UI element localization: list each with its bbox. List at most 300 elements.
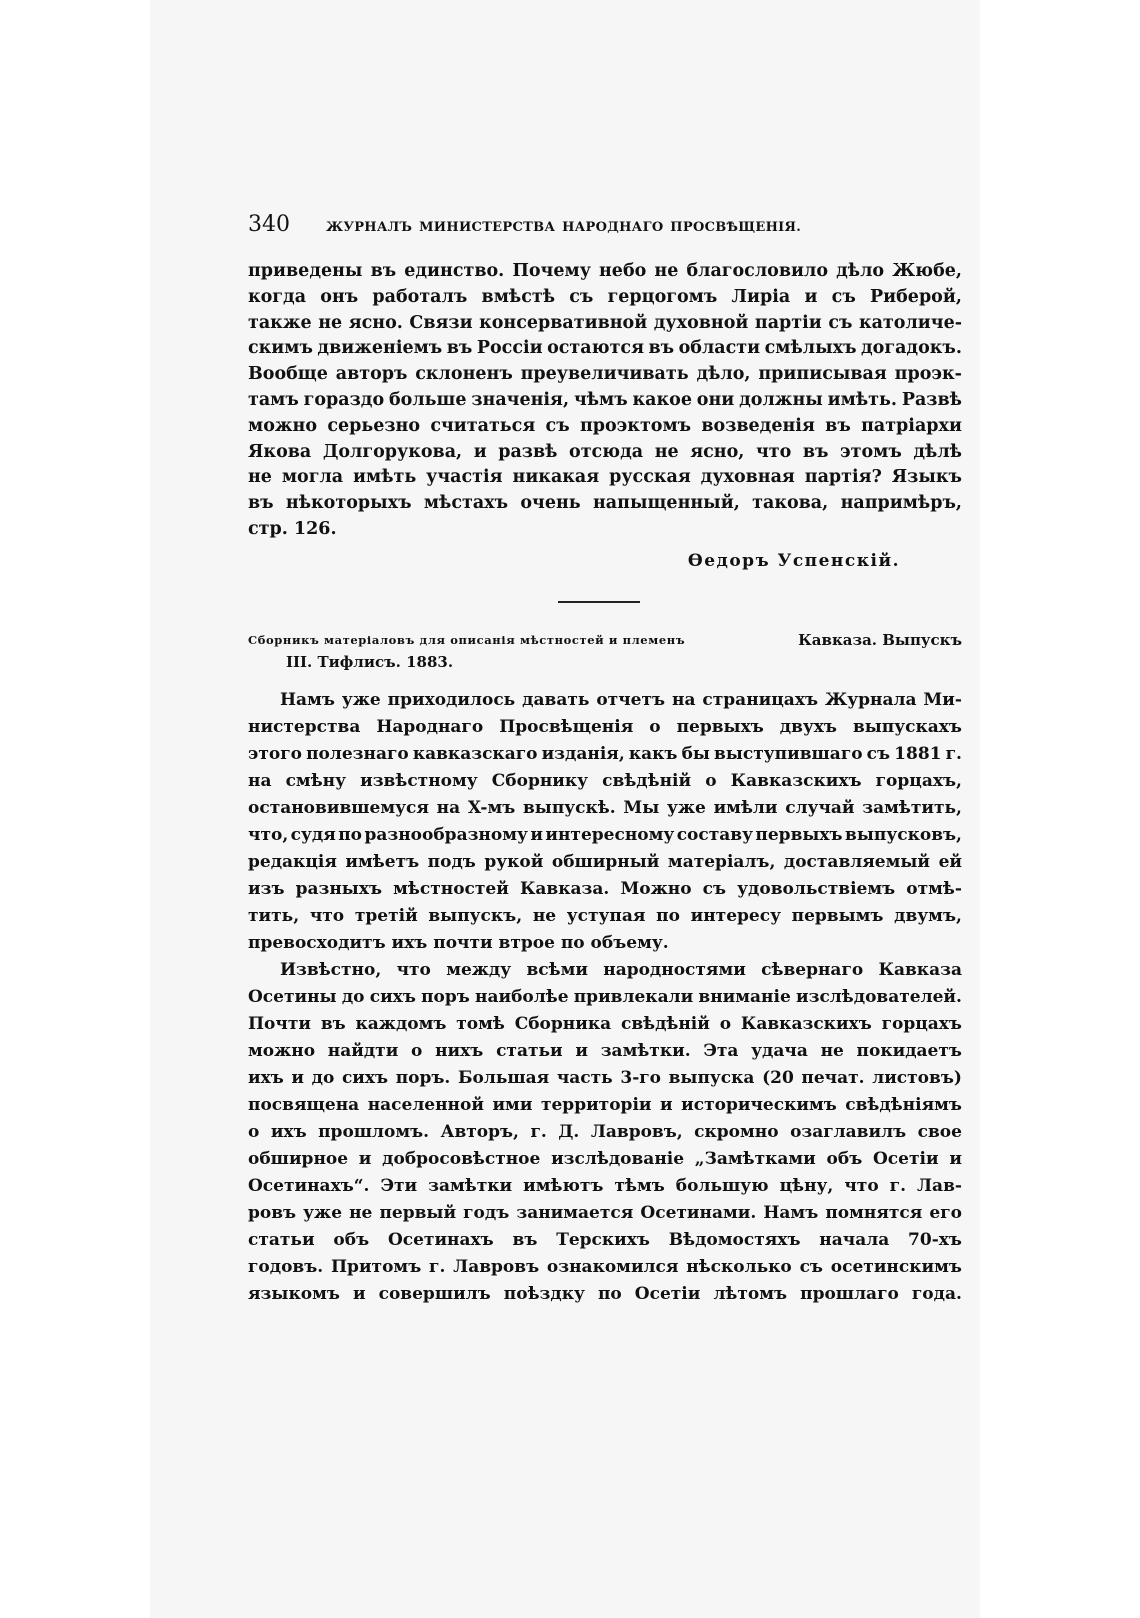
word: изслѣдователей. bbox=[796, 986, 962, 1007]
word: Притомъ bbox=[331, 1256, 422, 1277]
word: склоненъ bbox=[415, 364, 513, 385]
word: и bbox=[530, 824, 543, 845]
word: съ bbox=[799, 1256, 823, 1277]
word: совершилъ bbox=[378, 1283, 491, 1304]
word: Языкъ bbox=[891, 467, 962, 488]
word: какъ bbox=[628, 743, 678, 764]
continued-text bbox=[248, 259, 962, 543]
word: ей bbox=[938, 851, 962, 872]
word: тить, bbox=[248, 905, 300, 926]
word: серьезно bbox=[327, 415, 421, 436]
word: имѣетъ bbox=[345, 851, 420, 872]
word: и bbox=[291, 1067, 305, 1088]
word: патріархи bbox=[861, 415, 962, 436]
word: о bbox=[649, 716, 661, 737]
word: когда bbox=[248, 286, 307, 307]
word: Осетинахъ bbox=[387, 1229, 494, 1250]
word: съ bbox=[545, 415, 570, 436]
word: наиболѣе bbox=[475, 986, 569, 1007]
review-title-line-1 bbox=[248, 629, 962, 651]
word: уже bbox=[341, 689, 381, 710]
word: историческимъ bbox=[681, 1094, 837, 1115]
word: сихъ bbox=[369, 986, 416, 1007]
word: всѣми bbox=[526, 959, 588, 980]
word: Эта bbox=[703, 1040, 739, 1061]
word: въ bbox=[825, 415, 851, 436]
word: случай bbox=[785, 797, 855, 818]
word: Эти bbox=[380, 1175, 418, 1196]
word: должны bbox=[739, 389, 823, 410]
word: отмѣ- bbox=[906, 878, 962, 899]
word: нихъ bbox=[435, 1040, 484, 1061]
word: съ bbox=[569, 286, 594, 307]
word: поръ bbox=[421, 986, 470, 1007]
word: добросовѣстное bbox=[382, 1148, 541, 1169]
word: свѣдѣніямъ bbox=[845, 1094, 962, 1115]
word: въ bbox=[512, 1229, 538, 1250]
word: Лавровъ bbox=[453, 1256, 540, 1277]
word: бы bbox=[681, 743, 710, 764]
word: Осетіи bbox=[873, 1148, 939, 1169]
text-line bbox=[248, 876, 962, 903]
word: партія? bbox=[804, 467, 882, 488]
word: года. bbox=[911, 1283, 962, 1304]
word: русская bbox=[609, 467, 691, 488]
word: не bbox=[248, 467, 272, 488]
word: имѣли bbox=[713, 797, 778, 818]
word: обширный bbox=[551, 851, 660, 872]
word: что bbox=[755, 441, 792, 462]
word: первыхъ bbox=[755, 824, 843, 845]
word: ими bbox=[492, 1094, 533, 1115]
word: Сборника bbox=[514, 1013, 612, 1034]
word: также bbox=[248, 312, 312, 333]
word: помнятся bbox=[825, 1202, 923, 1223]
word: давать bbox=[522, 689, 590, 710]
word: Д. bbox=[558, 1121, 580, 1142]
text-line bbox=[248, 440, 962, 466]
running-title: ЖУРНАЛЪ МИНИСТЕРСТВА НАРОДНАГО ПРОСВѢЩЕНІЯ. bbox=[326, 220, 802, 235]
word: по bbox=[338, 824, 363, 845]
word: г. bbox=[889, 1175, 907, 1196]
text-line bbox=[248, 984, 962, 1011]
word: Кавказскихъ bbox=[730, 770, 862, 791]
word: покидаетъ bbox=[856, 1040, 962, 1061]
paragraph-first-line bbox=[248, 687, 962, 714]
word: Намъ bbox=[280, 689, 335, 710]
text-line bbox=[248, 1173, 962, 1200]
word: движеніемъ bbox=[317, 338, 443, 359]
word: изъ bbox=[248, 878, 285, 899]
word: о bbox=[248, 1121, 260, 1142]
word: Большая bbox=[457, 1067, 550, 1088]
word: г. bbox=[530, 1121, 547, 1142]
word: Осетинахъ“. bbox=[248, 1175, 370, 1196]
word: до bbox=[311, 1067, 335, 1088]
word: партіи bbox=[754, 312, 822, 333]
text-line bbox=[248, 1281, 962, 1308]
word: и bbox=[358, 1148, 372, 1169]
word: въ bbox=[446, 338, 473, 359]
word: участія bbox=[426, 467, 503, 488]
word: третій bbox=[354, 905, 418, 926]
word: нистерства bbox=[248, 716, 361, 737]
word: ясно, bbox=[690, 441, 745, 462]
word: доставляемый bbox=[783, 851, 931, 872]
text-line bbox=[248, 465, 962, 491]
word: Жюбе, bbox=[892, 261, 962, 281]
word: смѣну bbox=[285, 770, 346, 791]
text-line bbox=[248, 714, 962, 741]
review-title bbox=[248, 629, 962, 673]
word: выпуска bbox=[668, 1067, 755, 1088]
word: Сборнику bbox=[491, 770, 589, 791]
word: на bbox=[436, 797, 461, 818]
word: Якова bbox=[248, 441, 312, 462]
word: напыщенный, bbox=[593, 493, 740, 514]
word: католиче- bbox=[858, 312, 962, 333]
word: значенія, bbox=[471, 389, 570, 410]
word: и bbox=[804, 286, 818, 307]
word: 70-хъ bbox=[908, 1229, 962, 1250]
word: ихъ bbox=[248, 1067, 284, 1088]
word: кавказскаго bbox=[412, 743, 538, 764]
word: они bbox=[696, 389, 735, 410]
word: интересному bbox=[545, 824, 675, 845]
word: Просвѣщенія bbox=[499, 716, 634, 737]
word: народностями bbox=[603, 959, 746, 980]
text-line bbox=[248, 362, 962, 388]
word: не bbox=[820, 1040, 844, 1061]
word: духовная bbox=[700, 467, 795, 488]
text-line-last: превосходитъ ихъ почти втрое по объему. bbox=[248, 932, 669, 953]
word: населенной bbox=[367, 1094, 484, 1115]
word: прошломъ. bbox=[318, 1121, 430, 1142]
word: въ bbox=[648, 338, 675, 359]
text-line bbox=[248, 1011, 962, 1038]
word: двумъ, bbox=[894, 905, 962, 926]
word: выпускѣ. bbox=[522, 797, 616, 818]
word: полезнаго bbox=[306, 743, 409, 764]
word: замѣтки. bbox=[600, 1040, 691, 1061]
word: на bbox=[248, 770, 272, 791]
word: озаглавилъ bbox=[790, 1121, 907, 1142]
word: по bbox=[656, 905, 680, 926]
word: статьи bbox=[496, 1040, 563, 1061]
section-divider bbox=[558, 601, 640, 603]
word: этого bbox=[248, 743, 302, 764]
word: приписывая bbox=[758, 364, 887, 385]
text-line bbox=[248, 1092, 962, 1119]
word: между bbox=[446, 959, 512, 980]
word: Можно bbox=[620, 878, 692, 899]
word: разнообразному bbox=[364, 824, 528, 845]
word: возведенія bbox=[701, 415, 815, 436]
word: Долгорукова, bbox=[322, 441, 463, 462]
word: отсюда bbox=[569, 441, 644, 462]
word: вниманіе bbox=[698, 986, 791, 1007]
word: Риберой, bbox=[870, 286, 962, 307]
word: съ bbox=[828, 312, 853, 333]
word: замѣтки bbox=[428, 1175, 513, 1196]
word: Россіи bbox=[476, 338, 543, 359]
word: его bbox=[929, 1202, 962, 1223]
word: о bbox=[719, 1013, 732, 1034]
review-title-part-2: Кавказа. Выпускъ bbox=[798, 630, 962, 649]
word: имѣютъ bbox=[523, 1175, 604, 1196]
page-header bbox=[248, 212, 962, 237]
word: имѣть bbox=[353, 467, 417, 488]
word: X-мъ bbox=[467, 797, 516, 818]
word: авторъ bbox=[335, 364, 408, 385]
text-line-last: стр. 126. bbox=[248, 518, 337, 539]
word: ровъ bbox=[248, 1202, 297, 1223]
word: онъ bbox=[320, 286, 359, 307]
word: двухъ bbox=[779, 716, 837, 737]
word: дѣлѣ bbox=[913, 441, 962, 462]
text-line bbox=[248, 1227, 962, 1254]
word: интересу bbox=[690, 905, 781, 926]
text-line bbox=[248, 1119, 962, 1146]
word: территоріи bbox=[540, 1094, 652, 1115]
word: и bbox=[352, 1283, 366, 1304]
word: прошлаго bbox=[800, 1283, 899, 1304]
word: ясно. bbox=[348, 312, 403, 333]
word: нѣсколько bbox=[686, 1256, 792, 1277]
word: области bbox=[678, 338, 761, 359]
author-signature: Өедоръ Успенскій. bbox=[687, 550, 900, 571]
word: до bbox=[341, 986, 365, 1007]
text-line bbox=[248, 1065, 962, 1092]
word: судя bbox=[290, 824, 336, 845]
word: г. bbox=[945, 743, 962, 764]
page-number: 340 bbox=[248, 212, 290, 237]
word: Лавровъ, bbox=[590, 1121, 683, 1142]
word: найдти bbox=[327, 1040, 399, 1061]
text-line bbox=[248, 311, 962, 337]
text-line bbox=[248, 285, 962, 311]
word: герцогомъ bbox=[607, 286, 718, 307]
word: и bbox=[660, 1094, 673, 1115]
word: свѣдѣній bbox=[620, 1013, 710, 1034]
word: замѣтить, bbox=[862, 797, 962, 818]
word: печат. bbox=[801, 1067, 865, 1088]
word: духовной bbox=[653, 312, 749, 333]
word: Извѣстно, bbox=[280, 959, 382, 980]
word: отчетъ bbox=[596, 689, 666, 710]
word: въ bbox=[248, 493, 274, 514]
word: первый bbox=[379, 1202, 457, 1223]
word: мѣстностей bbox=[393, 878, 509, 899]
text-line bbox=[248, 414, 962, 440]
word: тамъ bbox=[248, 389, 299, 410]
word: ихъ bbox=[270, 1121, 307, 1142]
word: Народнаго bbox=[376, 716, 484, 737]
word: и bbox=[949, 1148, 962, 1169]
word: начала bbox=[819, 1229, 890, 1250]
word: такова, bbox=[752, 493, 829, 514]
review-title-part-1: Сборникъ матеріаловъ для описанія мѣстностей и племенъ bbox=[248, 632, 686, 647]
word: разныхъ bbox=[295, 878, 383, 899]
text-line bbox=[248, 1254, 962, 1281]
word: изданія, bbox=[541, 743, 625, 764]
word: остаются bbox=[547, 338, 644, 359]
word: выпускъ, bbox=[428, 905, 523, 926]
word: единство. bbox=[404, 261, 505, 281]
word: уже bbox=[666, 797, 706, 818]
word: на bbox=[672, 689, 696, 710]
word: первыхъ bbox=[676, 716, 764, 737]
word: Осетіи bbox=[634, 1283, 701, 1304]
word: по bbox=[597, 1283, 622, 1304]
word: листовъ) bbox=[872, 1067, 962, 1088]
word: можно bbox=[248, 415, 318, 436]
word: работалъ bbox=[372, 286, 468, 307]
word: матеріалъ, bbox=[667, 851, 776, 872]
word: не bbox=[318, 312, 343, 333]
word: никакая bbox=[512, 467, 600, 488]
word: уступая bbox=[566, 905, 646, 926]
word: и bbox=[473, 441, 487, 462]
word: въ bbox=[320, 1013, 346, 1034]
word: рукой bbox=[484, 851, 544, 872]
word: имѣть. bbox=[827, 389, 897, 410]
text-line bbox=[248, 491, 962, 517]
text-line bbox=[248, 388, 962, 414]
word: объ bbox=[826, 1148, 863, 1169]
word: нѣкоторыхъ bbox=[285, 493, 412, 514]
word: изслѣдованіе bbox=[551, 1148, 685, 1169]
word: Почти bbox=[248, 1013, 311, 1034]
word: приведены bbox=[248, 261, 363, 281]
word: свѣдѣній bbox=[602, 770, 692, 791]
word: не bbox=[654, 441, 679, 462]
word: Авторъ, bbox=[440, 1121, 519, 1142]
word: обширное bbox=[248, 1148, 349, 1169]
word: догадокъ. bbox=[861, 338, 962, 359]
word: не bbox=[349, 1202, 373, 1223]
word: Осетины bbox=[248, 986, 337, 1007]
word: подъ bbox=[427, 851, 476, 872]
word: занимается bbox=[516, 1202, 634, 1223]
word: г. bbox=[429, 1256, 446, 1277]
text-line bbox=[248, 336, 962, 362]
word: могла bbox=[281, 467, 344, 488]
word: больше bbox=[388, 389, 467, 410]
word: проэктомъ bbox=[579, 415, 692, 436]
word: смѣлыхъ bbox=[764, 338, 857, 359]
word: Развѣ bbox=[901, 389, 962, 410]
word: годовъ. bbox=[248, 1256, 324, 1277]
word: Кавказа. bbox=[519, 878, 610, 899]
word: лѣтомъ bbox=[713, 1283, 788, 1304]
word: сѣвернаго bbox=[761, 959, 864, 980]
word: дѣло, bbox=[696, 364, 751, 385]
word: дѣло bbox=[836, 261, 885, 281]
word: каждомъ bbox=[355, 1013, 447, 1034]
word: выпусковъ, bbox=[845, 824, 962, 845]
word: Вообще bbox=[248, 364, 328, 385]
word: поръ. bbox=[395, 1067, 451, 1088]
word: Намъ bbox=[763, 1202, 819, 1223]
word: поѣздку bbox=[503, 1283, 585, 1304]
word: небо bbox=[599, 261, 647, 281]
word: редакція bbox=[248, 851, 337, 872]
word: Вѣдомостяхъ bbox=[668, 1229, 801, 1250]
word: очень bbox=[520, 493, 581, 514]
word: Связи bbox=[409, 312, 473, 333]
word: выступившаго bbox=[714, 743, 863, 764]
word: 1881 bbox=[894, 743, 942, 764]
word: въ bbox=[370, 261, 397, 281]
word: проэк- bbox=[894, 364, 962, 385]
word: часть bbox=[556, 1067, 613, 1088]
text-line bbox=[248, 849, 962, 876]
text-line bbox=[248, 1146, 962, 1173]
text-line bbox=[248, 1038, 962, 1065]
word: Почему bbox=[512, 261, 591, 281]
word: и bbox=[575, 1040, 588, 1061]
word: скромно bbox=[694, 1121, 779, 1142]
word: мѣстахъ bbox=[423, 493, 509, 514]
word: цѣну, bbox=[779, 1175, 834, 1196]
word: скимъ bbox=[248, 338, 313, 359]
word: какое bbox=[632, 389, 692, 410]
word: удача bbox=[751, 1040, 808, 1061]
word: вмѣстѣ bbox=[481, 286, 556, 307]
word: въ bbox=[802, 441, 829, 462]
word: свое bbox=[917, 1121, 962, 1142]
word: осетинскимъ bbox=[830, 1256, 962, 1277]
paragraph-first-line bbox=[248, 957, 962, 984]
word: страницахъ bbox=[702, 689, 818, 710]
word: гораздо bbox=[303, 389, 385, 410]
word: „Замѣтками bbox=[694, 1148, 816, 1169]
word: посвящена bbox=[248, 1094, 360, 1115]
word: Лиріа bbox=[731, 286, 791, 307]
word: съ bbox=[866, 743, 891, 764]
word: томѣ bbox=[456, 1013, 505, 1034]
word: тѣмъ bbox=[614, 1175, 665, 1196]
word: благословило bbox=[686, 261, 829, 281]
word: выпускахъ bbox=[852, 716, 962, 737]
word: ознакомился bbox=[546, 1256, 679, 1277]
word: съ bbox=[831, 286, 856, 307]
word: Терскихъ bbox=[556, 1229, 650, 1250]
word: развѣ bbox=[498, 441, 558, 462]
word: горцахъ bbox=[881, 1013, 962, 1034]
text-line bbox=[248, 795, 962, 822]
word: Осетинами. bbox=[640, 1202, 757, 1223]
word: извѣстному bbox=[360, 770, 478, 791]
word: преувеличивать bbox=[520, 364, 689, 385]
word: считаться bbox=[430, 415, 536, 436]
word: (20 bbox=[762, 1067, 794, 1088]
word: что bbox=[396, 959, 431, 980]
word: чѣмъ bbox=[573, 389, 628, 410]
word: объ bbox=[333, 1229, 370, 1250]
word: удовольствіемъ bbox=[737, 878, 896, 899]
word: горцахъ, bbox=[875, 770, 962, 791]
word: можно bbox=[248, 1040, 316, 1061]
text-line bbox=[248, 259, 962, 285]
word: что bbox=[844, 1175, 879, 1196]
word: что, bbox=[248, 824, 289, 845]
word: Мы bbox=[623, 797, 660, 818]
word: Кавказскихъ bbox=[740, 1013, 872, 1034]
word: не bbox=[654, 261, 679, 281]
word: сихъ bbox=[341, 1067, 389, 1088]
